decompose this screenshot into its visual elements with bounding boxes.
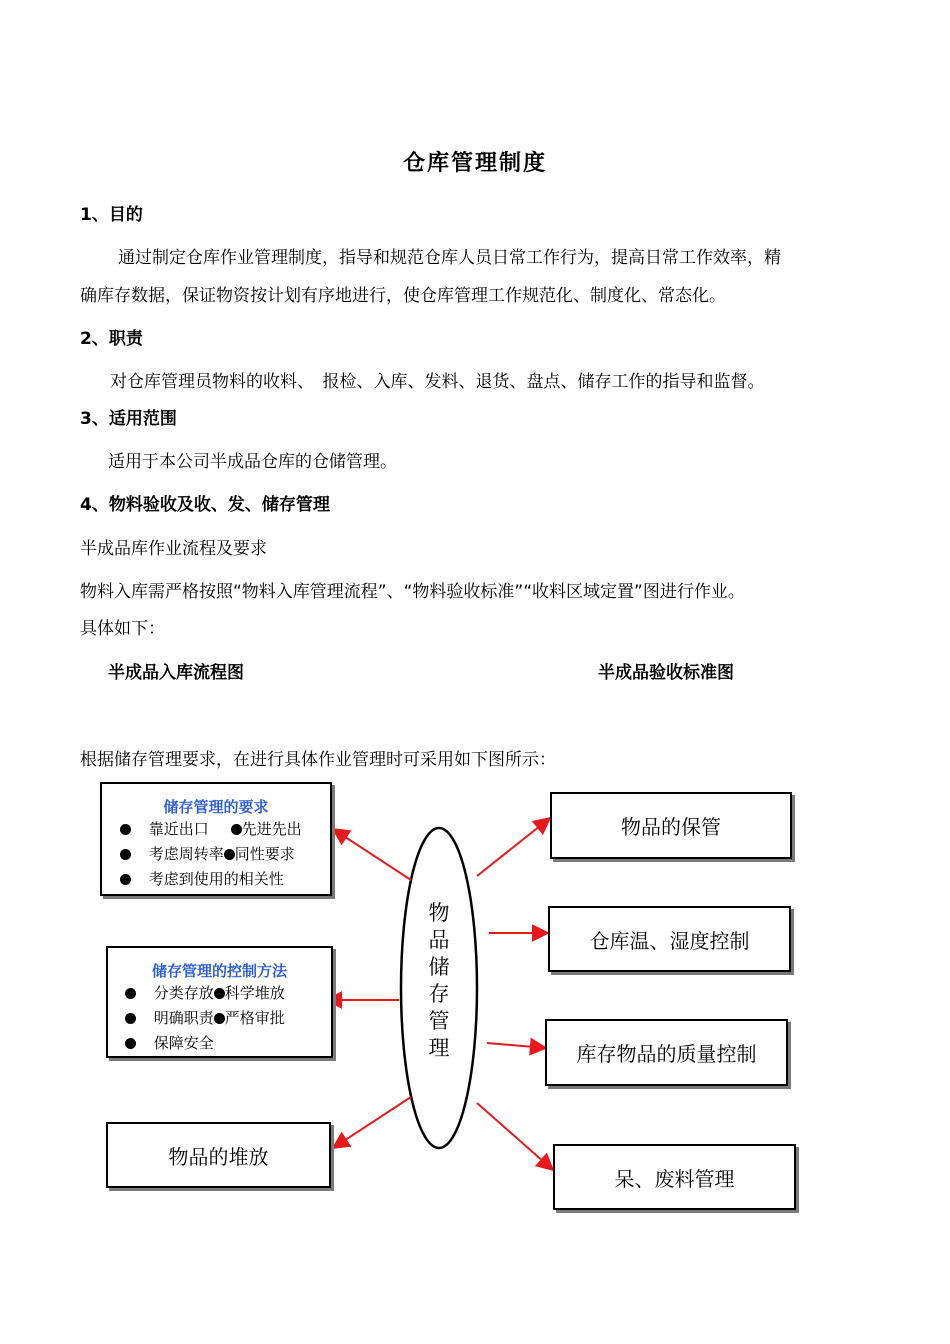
- arrow-to-quality: [487, 1043, 546, 1048]
- center-char: 存: [428, 982, 450, 1006]
- requirements-box: [100, 782, 332, 896]
- req-item: 靠近出口: [148, 820, 209, 838]
- center-char: 理: [428, 1036, 450, 1060]
- arrow-to-keeping: [477, 818, 550, 876]
- section-1-line-1: 通过制定仓库作业管理制度，指导和规范仓库人员日常工作行为，提高日常工作效率，精: [118, 248, 781, 268]
- center-char: 物: [428, 901, 450, 925]
- control-title: 储存管理的控制方法: [151, 962, 287, 980]
- req-item: 先进先出: [241, 820, 302, 838]
- temperature-label: 仓库温、湿度控制: [589, 928, 750, 953]
- req-item: 同性要求: [234, 845, 295, 863]
- bullet-icon: [125, 988, 136, 999]
- quality-box: [545, 1019, 788, 1086]
- section-3-heading: 3、适用范围: [80, 409, 177, 429]
- bullet-icon: [224, 849, 235, 860]
- section-2-heading: 2、职责: [80, 329, 143, 349]
- bullet-icon: [120, 824, 131, 835]
- center-char: 管: [428, 1009, 450, 1033]
- temperature-box: [548, 906, 791, 972]
- ctrl-item: 严格审批: [224, 1009, 285, 1027]
- stacking-label: 物品的堆放: [168, 1144, 269, 1169]
- quality-label: 库存物品的质量控制: [576, 1042, 757, 1066]
- figure-label-right: 半成品验收标准图: [598, 663, 734, 683]
- arrow-to-requirements: [333, 829, 411, 880]
- waste-label: 呆、废料管理: [614, 1166, 735, 1191]
- control-methods-box: [106, 946, 333, 1058]
- ctrl-item: 保障安全: [153, 1034, 214, 1052]
- ctrl-item: 分类存放: [153, 984, 214, 1002]
- section-3-text: 适用于本公司半成品仓库的仓储管理。: [108, 452, 397, 472]
- center-label: [420, 900, 458, 1062]
- section-1-heading: 1、目的: [80, 205, 143, 225]
- bullet-icon: [125, 1013, 136, 1024]
- keeping-label: 物品的保管: [621, 815, 721, 839]
- section-4-line-2: 物料入库需严格按照“物料入库管理流程”、“物料验收标准”“收料区域定置”图进行作业。: [80, 582, 745, 602]
- keeping-box: [550, 792, 792, 859]
- section-4-heading: 4、物料验收及收、发、储存管理: [80, 495, 330, 515]
- bullet-icon: [120, 874, 131, 885]
- center-char: 储: [428, 955, 450, 979]
- bullet-icon: [120, 849, 131, 860]
- section-2-text: 对仓库管理员物料的收料、 报检、入库、发料、退货、盘点、储存工作的指导和监督。: [110, 372, 765, 392]
- figure-label-left: 半成品入库流程图: [108, 663, 244, 683]
- bullet-icon: [214, 988, 225, 999]
- section-1-line-2: 确库存数据，保证物资按计划有序地进行，使仓库管理工作规范化、制度化、常态化。: [80, 286, 726, 306]
- bullet-icon: [231, 824, 242, 835]
- arrow-to-waste: [477, 1103, 553, 1170]
- waste-box: [553, 1144, 796, 1210]
- page-title: 仓库管理制度: [402, 151, 547, 176]
- bullet-icon: [125, 1038, 136, 1049]
- req-item: 考虑到使用的相关性: [148, 870, 284, 888]
- ctrl-item: 明确职责: [153, 1009, 214, 1027]
- ctrl-item: 科学堆放: [224, 984, 285, 1002]
- section-4-line-4: 根据储存管理要求，在进行具体作业管理时可采用如下图所示：: [80, 750, 556, 770]
- arrow-to-stacking: [333, 1097, 411, 1148]
- stacking-box: [106, 1122, 331, 1188]
- requirements-title: 储存管理的要求: [163, 798, 269, 816]
- section-4-line-3: 具体如下：: [80, 619, 165, 639]
- bullet-icon: [214, 1013, 225, 1024]
- center-char: 品: [428, 928, 450, 952]
- section-4-line-1: 半成品库作业流程及要求: [80, 539, 267, 559]
- req-item: 考虑周转率: [148, 845, 224, 863]
